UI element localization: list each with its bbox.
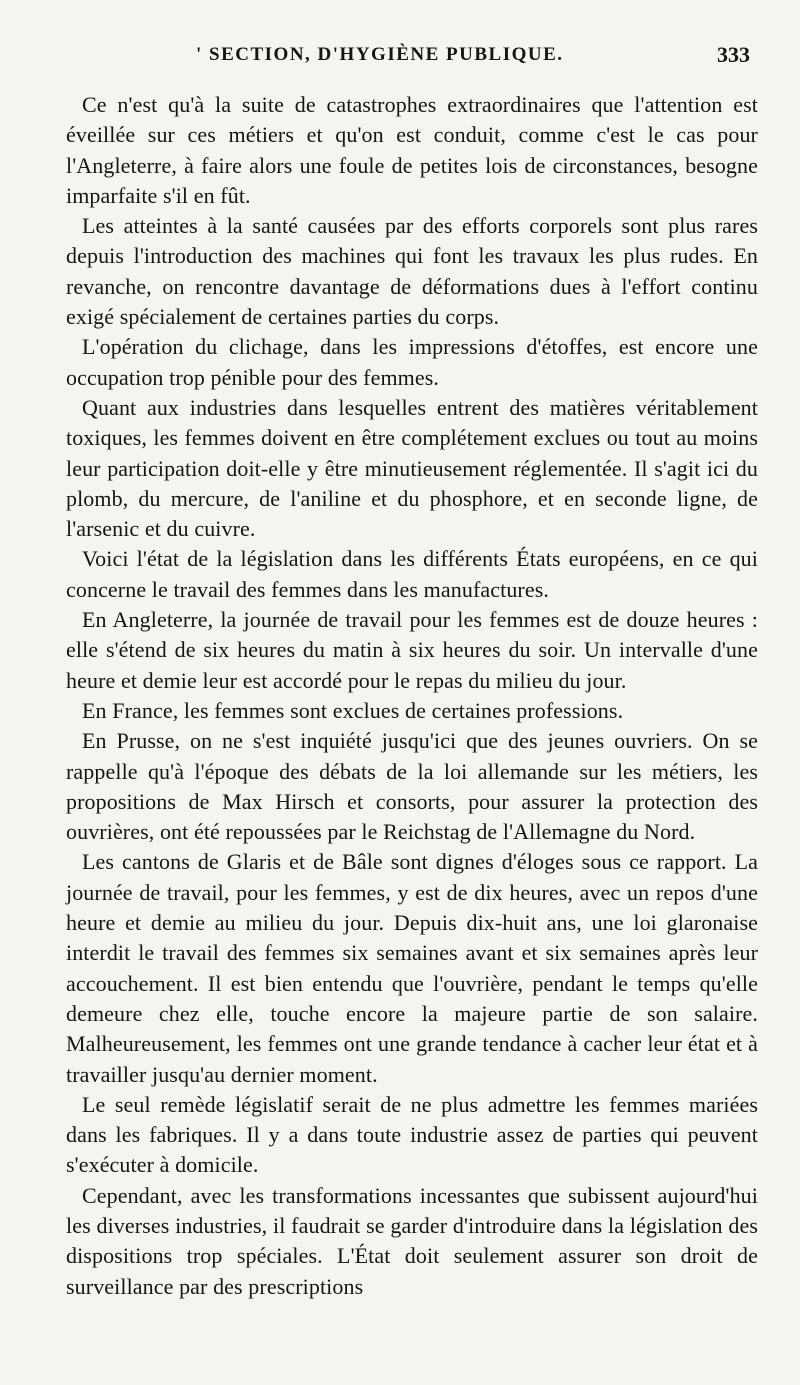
body-text <box>66 90 758 1302</box>
paragraph: Les cantons de Glaris et de Bâle sont dignes d'éloges sous ce rapport. La journée de travail, pour les femmes, y est de dix heures, avec un repos d'une heure et demie au milieu du jour. Depuis dix-huit ans, une loi glaronaise interdit le travail des femmes six semaines avant et six semaines après leur accouchement. Il est bien entendu que l'ouvrière, pendant le temps qu'elle demeure chez elle, touche encore la majeure partie de son salaire. Malheureusement, les femmes ont une grande tendance à cacher leur état et à travailler jusqu'au dernier moment. <box>66 849 758 1087</box>
paragraph: En Prusse, on ne s'est inquiété jusqu'ici que des jeunes ouvriers. On se rappelle qu'à l'époque des débats de la loi allemande sur les métiers, les propositions de Max Hirsch et consorts, pour assurer la protection des ouvrières, ont été repoussées par le Reichstag de l'Allemagne du Nord. <box>66 728 758 845</box>
paragraph: Voici l'état de la législation dans les différents États européens, en ce qui concerne le travail des femmes dans les manufactures. <box>66 546 758 602</box>
paragraph: En France, les femmes sont exclues de certaines professions. <box>82 697 624 723</box>
page-number: 333 <box>717 42 750 67</box>
paragraph: Ce n'est qu'à la suite de catastrophes extraordinaires que l'attention est éveillée sur ces métiers et qu'on est conduit, comme c'est le cas pour l'Angleterre, à faire alors une foule de petites lois de circonstances, besogne imparfaite s'il en fût. <box>66 92 758 208</box>
paragraph: Quant aux industries dans lesquelles entrent des matières véritablement toxiques, les femmes doivent en être complétement exclues ou tout au moins leur participation doit-elle y être minutieusement réglementée. Il s'agit ici du plomb, du mercure, de l'aniline et du phosphore, et en seconde ligne, de l'arsenic et du cuivre. <box>66 394 758 542</box>
paragraph: Cependant, avec les transformations incessantes que subissent aujourd'hui les diverses industries, il faudrait se garder d'introduire dans la législation des dispositions trop spéciales. L'État doit seulement assurer son droit de surveillance par des prescriptions <box>66 1182 758 1299</box>
paragraph: En Angleterre, la journée de travail pour les femmes est de douze heures : elle s'étend de six heures du matin à six heures du soir. Un intervalle d'une heure et demie leur est accordé pour le repas du milieu du jour. <box>66 607 758 693</box>
page-header <box>66 40 758 78</box>
running-head: ' SECTION, D'HYGIÈNE PUBLIQUE. <box>196 44 564 65</box>
paragraph: Le seul remède législatif serait de ne plus admettre les femmes mariées dans les fabriques. Il y a dans toute industrie assez de parties qui peuvent s'exécuter à domicile. <box>66 1091 758 1178</box>
paragraph: L'opération du clichage, dans les impressions d'étoffes, est encore une occupation trop pénible pour des femmes. <box>66 334 758 390</box>
paragraph: Les atteintes à la santé causées par des efforts corporels sont plus rares depuis l'introduction des machines qui font les travaux les plus rudes. En revanche, on rencontre davantage de déformations dues à l'effort continu exigé spécialement de certaines parties du corps. <box>66 213 758 330</box>
